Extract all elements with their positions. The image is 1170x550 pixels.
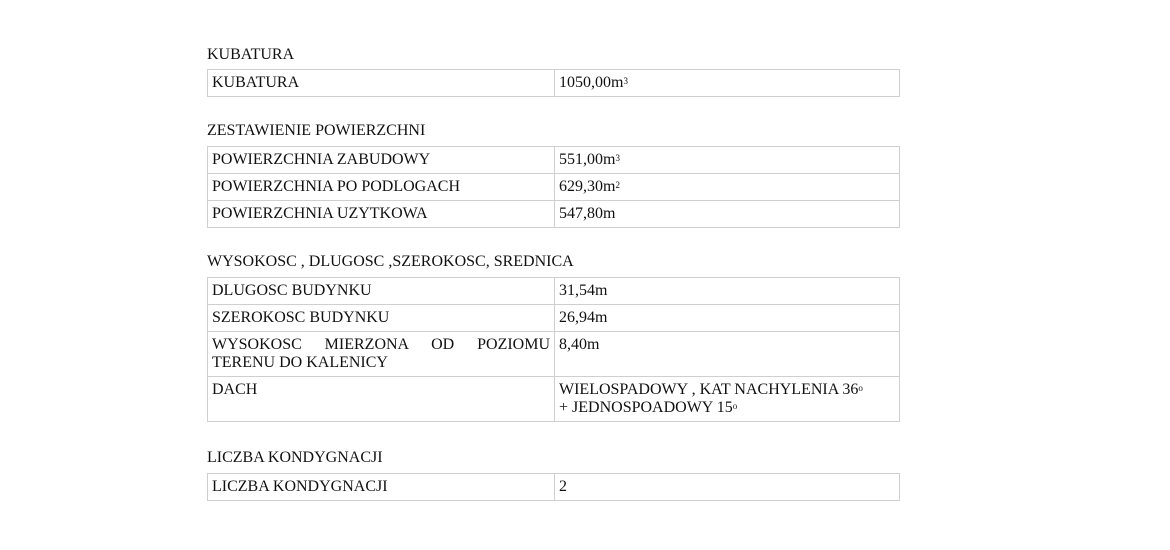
row-value: $1050,00m^3$ bbox=[555, 70, 900, 97]
section-wymiary bbox=[207, 251, 900, 422]
row-value: 31,54m bbox=[555, 278, 900, 305]
row-key: DLUGOSC BUDYNKU bbox=[208, 278, 555, 305]
data-table bbox=[207, 146, 900, 228]
table-row bbox=[208, 147, 900, 174]
value-line: WIELOSPADOWY , KAT NACHYLENIA 36$^o$ bbox=[559, 381, 863, 398]
data-table bbox=[207, 277, 900, 422]
row-value: $629,30m^2$ bbox=[555, 174, 900, 201]
row-key: POWIERZCHNIA PO PODLOGACH bbox=[208, 174, 555, 201]
table-row bbox=[208, 70, 900, 97]
row-key: POWIERZCHNIA ZABUDOWY bbox=[208, 147, 555, 174]
row-value: 2 bbox=[555, 474, 900, 501]
table-row bbox=[208, 474, 900, 501]
row-key: SZEROKOSC BUDYNKU bbox=[208, 305, 555, 332]
table-row bbox=[208, 305, 900, 332]
row-key: LICZBA KONDYGNACJI bbox=[208, 474, 555, 501]
row-key: POWIERZCHNIA UZYTKOWA bbox=[208, 201, 555, 228]
data-table bbox=[207, 69, 900, 97]
row-key: DACH bbox=[208, 377, 555, 422]
row-value: 8,40m bbox=[555, 332, 900, 377]
table-row bbox=[208, 377, 900, 422]
row-key: KUBATURA bbox=[208, 70, 555, 97]
section-heading: WYSOKOSC , DLUGOSC ,SZEROKOSC, SREDNICA bbox=[207, 253, 574, 270]
table-row bbox=[208, 278, 900, 305]
section-heading: KUBATURA bbox=[207, 46, 295, 63]
data-table bbox=[207, 473, 900, 501]
section-liczba-kondygnacji bbox=[207, 447, 900, 501]
row-key: WYSOKOSC MIERZONA OD POZIOMU TERENU DO KALENICY bbox=[208, 332, 555, 377]
row-value: $551,00m^3$ bbox=[555, 147, 900, 174]
value-line: + JEDNOSPOADOWY 15$^o$ bbox=[559, 399, 738, 416]
table-row bbox=[208, 332, 900, 377]
section-heading: ZESTAWIENIE POWIERZCHNI bbox=[207, 122, 426, 139]
table-row bbox=[208, 174, 900, 201]
row-value: 547,80m bbox=[555, 201, 900, 228]
section-kubatura bbox=[207, 44, 900, 97]
section-zestawienie-powierzchni bbox=[207, 120, 900, 228]
section-heading: LICZBA KONDYGNACJI bbox=[207, 449, 383, 466]
row-value: 26,94m bbox=[555, 305, 900, 332]
table-row bbox=[208, 201, 900, 228]
row-value bbox=[555, 377, 900, 422]
